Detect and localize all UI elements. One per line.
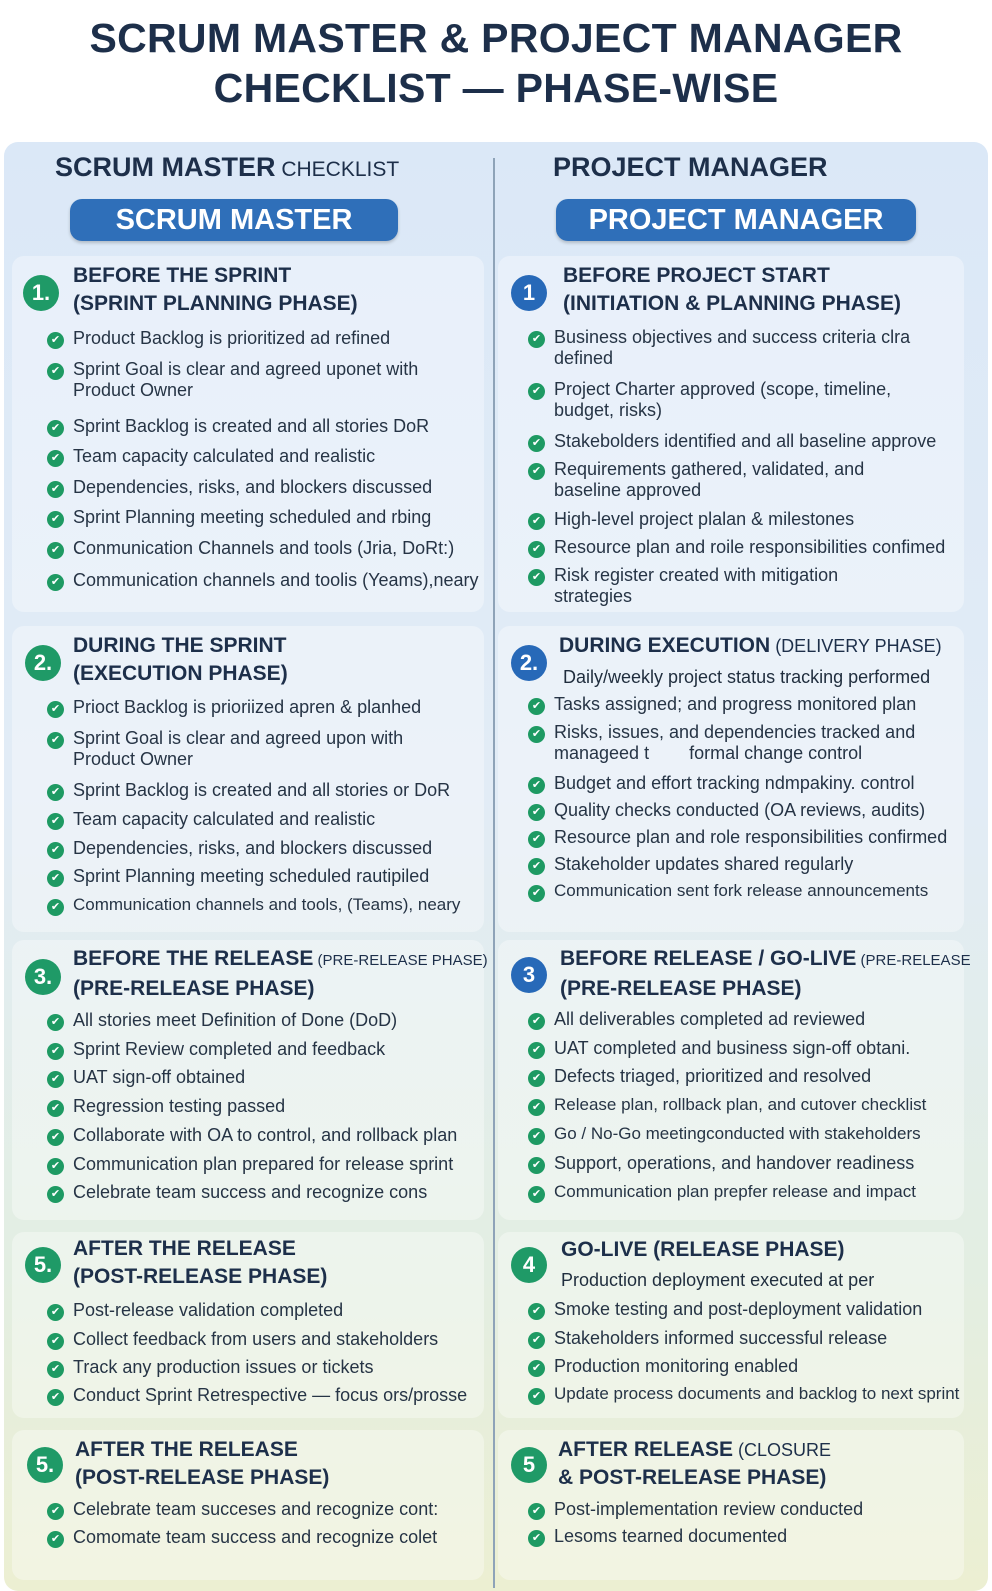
checklist-item-text: Team capacity calculated and realistic	[73, 809, 376, 829]
check-circle-icon	[47, 420, 64, 437]
phase-title-main: BEFORE THE RELEASE	[73, 947, 314, 970]
check-circle-icon	[528, 858, 545, 875]
phase-title: GO-LIVE (RELEASE PHASE)	[561, 1238, 845, 1261]
checklist-item	[47, 1357, 467, 1385]
checklist-item-text: Support, operations, and handover readiness	[554, 1153, 915, 1173]
checklist-item	[528, 1009, 926, 1038]
checklist-item-text: Track any production issues or tickets	[73, 1357, 374, 1377]
checklist	[47, 697, 460, 923]
check-circle-icon	[47, 542, 64, 559]
phase-number-badge: 5.	[25, 1247, 61, 1283]
checklist-item-text: Sprint Backlog is created and all stories or DoR	[73, 780, 451, 800]
checklist-item-text-continued: Product Owner	[73, 380, 194, 400]
checklist-item	[528, 1038, 926, 1066]
checklist	[47, 1010, 457, 1211]
checklist-item	[47, 1096, 457, 1125]
checklist-item	[47, 866, 460, 895]
title-line-2: CHECKLIST — PHASE-WISE	[213, 65, 779, 111]
phase-title-mid: (DELIVERY PHASE)	[770, 636, 942, 656]
checklist-item-text: Tasks assigned; and progress monitored plan	[554, 694, 917, 714]
check-circle-icon	[528, 1157, 545, 1174]
check-circle-icon	[528, 331, 545, 348]
checklist-item	[528, 1066, 926, 1095]
checklist	[528, 1499, 863, 1553]
check-circle-icon	[47, 1333, 64, 1350]
check-circle-icon	[47, 1129, 64, 1146]
check-circle-icon	[47, 784, 64, 801]
checklist-item-text: Conduct Sprint Retrespective — focus ors/prosse	[73, 1385, 468, 1405]
check-circle-icon	[47, 1158, 64, 1175]
checklist-item	[47, 1300, 467, 1329]
checklist-item	[47, 780, 460, 809]
checklist-item	[47, 1182, 457, 1211]
checklist-item	[528, 1384, 959, 1412]
scrum-master-heading	[55, 152, 399, 183]
phase-title	[558, 1436, 831, 1492]
check-circle-icon	[47, 732, 64, 749]
checklist-item-text-continued: baseline approved	[554, 480, 702, 500]
phase-title	[73, 1235, 327, 1291]
checklist-item	[528, 1153, 926, 1182]
check-circle-icon	[47, 1043, 64, 1060]
checklist-item-text: Product Backlog is prioritized ad refined	[73, 328, 391, 348]
check-circle-icon	[47, 1531, 64, 1548]
check-circle-icon	[528, 777, 545, 794]
checklist-item	[47, 538, 479, 570]
phase-title	[73, 945, 488, 1003]
check-circle-icon	[528, 1303, 545, 1320]
check-circle-icon	[528, 885, 545, 902]
check-circle-icon	[528, 1388, 545, 1405]
phase-number-badge: 5	[511, 1447, 547, 1483]
check-circle-icon	[47, 1361, 64, 1378]
checklist-item-text: Resource plan and roile responsibilities confimed	[554, 537, 946, 557]
checklist-item	[528, 537, 945, 565]
check-circle-icon	[528, 1128, 545, 1145]
scrum-master-heading-small: CHECKLIST	[275, 158, 400, 181]
checklist-item-text: Communication plan prepfer release and impact	[554, 1182, 916, 1201]
check-circle-icon	[528, 1360, 545, 1377]
checklist-item-text: Smoke testing and post-deployment validation	[554, 1299, 923, 1319]
checklist-item-text: Stakebolders identified and all baseline approve	[554, 431, 937, 451]
check-circle-icon	[47, 1071, 64, 1088]
checklist	[528, 1299, 959, 1412]
checklist	[47, 1499, 438, 1555]
phase-title-main: AFTER RELEASE	[558, 1438, 734, 1461]
check-circle-icon	[528, 804, 545, 821]
checklist-item	[528, 431, 945, 459]
check-circle-icon	[47, 511, 64, 528]
checklist-item	[528, 1526, 863, 1553]
checklist-item	[47, 1125, 457, 1154]
checklist-item	[47, 1010, 457, 1039]
check-circle-icon	[528, 726, 545, 743]
checklist-item-text: Communication sent fork release announcements	[554, 881, 929, 900]
checklist-item	[528, 881, 947, 908]
checklist-item-text: UAT completed and business sign-off obtani.	[554, 1038, 911, 1058]
checklist	[528, 327, 945, 615]
checklist-item	[528, 327, 945, 379]
checklist-item-text: Defects triaged, prioritized and resolved	[554, 1066, 872, 1086]
checklist-item-text: Celebrate team succeses and recognize cont:	[73, 1499, 439, 1519]
check-circle-icon	[47, 1014, 64, 1031]
checklist-item	[47, 1385, 467, 1413]
checklist-item-text-continued: manageed t formal change control	[554, 743, 863, 763]
phase-title-mid: (CLOSURE	[733, 1440, 832, 1460]
check-circle-icon	[528, 1042, 545, 1059]
checklist-item-text: Requirements gathered, validated, and	[554, 459, 865, 479]
checklist-item	[528, 722, 947, 773]
title-line-1: SCRUM MASTER & PROJECT MANAGER	[89, 15, 903, 61]
checklist-item-text: Dependencies, risks, and blockers discussed	[73, 477, 433, 497]
check-circle-icon	[47, 332, 64, 349]
phase-number-badge: 5.	[27, 1447, 63, 1483]
phase-title-line-1	[558, 1436, 831, 1464]
phase-title-line-1: AFTER THE RELEASE	[75, 1438, 298, 1461]
phase-number-badge: 1.	[23, 275, 59, 311]
phase-number-badge: 3	[511, 957, 547, 993]
scrum-master-pill: SCRUM MASTER	[70, 199, 398, 241]
checklist-item-text: Dependencies, risks, and blockers discussed	[73, 838, 433, 858]
checklist-item-text: Collect feedback from users and stakeholders	[73, 1329, 439, 1349]
check-circle-icon	[528, 1530, 545, 1547]
checklist-item-text: UAT sign-off obtained	[73, 1067, 246, 1087]
checklist-item-text: Celebrate team success and recognize cons	[73, 1182, 428, 1202]
checklist-item-text: Post-implementation review conducted	[554, 1499, 864, 1519]
checklist-item-text: Communication plan prepared for release sprint	[73, 1154, 454, 1174]
checklist-item-text: Risks, issues, and dependencies tracked and	[554, 722, 916, 742]
checklist-item-text: Sprint Goal is clear and agreed upon with	[73, 728, 404, 748]
checklist-item	[47, 477, 479, 507]
checklist-item	[528, 1328, 959, 1356]
checklist-item-text: Project Charter approved (scope, timeline,	[554, 379, 892, 399]
checklist-item-text: Sprint Planning meeting scheduled rautipiled	[73, 866, 430, 886]
phase-lead-text: Daily/weekly project status tracking performed	[563, 667, 931, 687]
checklist-item	[47, 359, 479, 416]
check-circle-icon	[528, 383, 545, 400]
check-circle-icon	[528, 513, 545, 530]
phase-title-line-2: (EXECUTION PHASE)	[73, 662, 288, 685]
phase-title	[73, 262, 358, 318]
checklist-item	[47, 1527, 438, 1555]
checklist	[47, 328, 479, 600]
phase-title-line-2: (POST-RELEASE PHASE)	[73, 1265, 328, 1288]
checklist-item	[47, 697, 460, 728]
checklist-item-text: All deliverables completed ad reviewed	[554, 1009, 866, 1029]
checklist-item-text: Prioct Backlog is prioriized apren & planhed	[73, 697, 422, 717]
phase-title-line-2: (POST-RELEASE PHASE)	[75, 1466, 330, 1489]
checklist-item	[528, 854, 947, 881]
checklist-item	[47, 416, 479, 446]
checklist-item-text: Update process documents and backlog to next sprint	[554, 1384, 960, 1403]
checklist-item-text: Communication channels and toolis (Yeams),neary	[73, 570, 479, 590]
checklist-item-text: Go / No-Go meetingconducted with stakeholders	[554, 1124, 921, 1143]
phase-title-line-1	[73, 945, 488, 975]
phase-lead-text: Production deployment executed at per	[561, 1270, 875, 1290]
phase-title-line-1: BEFORE THE SPRINT	[73, 264, 292, 287]
phase-title	[75, 1436, 329, 1492]
checklist-item-text: High-level project plalan & milestones	[554, 509, 855, 529]
check-circle-icon	[47, 1100, 64, 1117]
phase-title-line-1: AFTER THE RELEASE	[73, 1237, 296, 1260]
checklist-item	[528, 1095, 926, 1124]
checklist-item	[528, 1499, 863, 1526]
checklist-item-text: Sprint Goal is clear and agreed uponet with	[73, 359, 419, 379]
check-circle-icon	[528, 569, 545, 586]
check-circle-icon	[47, 574, 64, 591]
checklist-item	[528, 1299, 959, 1328]
phase-title	[559, 632, 942, 660]
check-circle-icon	[528, 1099, 545, 1116]
phase-title-line-1	[560, 945, 971, 975]
check-circle-icon	[47, 899, 64, 916]
scrum-master-heading-bold: SCRUM MASTER	[55, 152, 276, 182]
checklist-item-text: Release plan, rollback plan, and cutover checklist	[554, 1095, 927, 1114]
phase-title-sub: (PRE-RELEASE	[856, 952, 971, 969]
check-circle-icon	[528, 435, 545, 452]
checklist-item-text: Communication channels and tools, (Teams), neary	[73, 895, 461, 914]
checklist-item	[47, 1039, 457, 1067]
check-circle-icon	[528, 831, 545, 848]
checklist-item	[47, 1067, 457, 1096]
checklist-item	[528, 1356, 959, 1384]
check-circle-icon	[47, 870, 64, 887]
phase-title-main: DURING EXECUTION	[559, 634, 771, 657]
project-manager-pill: PROJECT MANAGER	[556, 199, 916, 241]
checklist-item	[47, 1499, 438, 1527]
checklist-item-text: Sprint Backlog is created and all stories DoR	[73, 416, 430, 436]
checklist-item	[528, 565, 945, 615]
checklist-item-text: Budget and effort tracking ndmpakiny. control	[554, 773, 915, 793]
checklist-item-text: Resource plan and role responsibilities confirmed	[554, 827, 948, 847]
phase-number-badge: 4	[511, 1247, 547, 1283]
check-circle-icon	[528, 1013, 545, 1030]
phase-number-badge: 2.	[25, 645, 61, 681]
check-circle-icon	[47, 1503, 64, 1520]
checklist-item	[47, 838, 460, 866]
phase-title-line-2: (INITIATION & PLANNING PHASE)	[563, 292, 901, 315]
checklist-item	[47, 895, 460, 923]
checklist-item-text: Post-release validation completed	[73, 1300, 344, 1320]
checklist-item	[528, 800, 947, 827]
column-divider	[493, 158, 495, 1588]
check-circle-icon	[47, 363, 64, 380]
checklist-item-text-continued: budget, risks)	[554, 400, 663, 420]
checklist-item-text: Conmunication Channels and tools (Jria, DoRt:)	[73, 538, 455, 558]
checklist-item-text-continued: Product Owner	[73, 749, 194, 769]
checklist-item-text-continued: defined	[554, 348, 614, 368]
checklist-item-text: Comomate team success and recognize colet	[73, 1527, 438, 1547]
checklist-item-text: All stories meet Definition of Done (DoD)	[73, 1010, 398, 1030]
checklist-item-text-continued: strategies	[554, 586, 633, 606]
checklist-item-text: Stakeholders informed successful release	[554, 1328, 888, 1348]
checklist-item	[47, 507, 479, 538]
checklist-item-text: Risk register created with mitigation	[554, 565, 839, 585]
phase-number-badge: 2.	[511, 645, 547, 681]
phase-title-sub: (PRE-RELEASE PHASE)	[313, 952, 488, 969]
phase-title-line-2: (SPRINT PLANNING PHASE)	[73, 292, 358, 315]
phase-title	[73, 632, 288, 688]
check-circle-icon	[528, 1070, 545, 1087]
phase-title-main: BEFORE RELEASE / GO-LIVE	[560, 947, 857, 970]
checklist-item	[528, 379, 945, 431]
checklist-item	[528, 773, 947, 800]
checklist-item	[528, 459, 945, 509]
checklist-item	[528, 827, 947, 854]
check-circle-icon	[47, 1304, 64, 1321]
check-circle-icon	[47, 842, 64, 859]
checklist-item-text: Sprint Planning meeting scheduled and rbing	[73, 507, 432, 527]
checklist	[528, 1009, 926, 1210]
checklist-item-text: Production monitoring enabled	[554, 1356, 799, 1376]
checklist-item-text: Sprint Review completed and feedback	[73, 1039, 386, 1059]
phase-number-badge: 3.	[25, 959, 61, 995]
check-circle-icon	[47, 813, 64, 830]
checklist-item-text: Quality checks conducted (OA reviews, audits)	[554, 800, 926, 820]
checklist-item	[47, 728, 460, 780]
phase-title-line-2: (PRE-RELEASE PHASE)	[73, 977, 315, 1000]
check-circle-icon	[47, 450, 64, 467]
checklist-item	[47, 446, 479, 477]
phase-title-line-1: BEFORE PROJECT START	[563, 264, 830, 287]
check-circle-icon	[47, 701, 64, 718]
checklist-item	[528, 1182, 926, 1210]
checklist-item-text: Collaborate with OA to control, and rollback plan	[73, 1125, 458, 1145]
phase-title	[560, 945, 971, 1003]
checklist-item-text: Team capacity calculated and realistic	[73, 446, 376, 466]
checklist-item	[47, 1329, 467, 1357]
phase-title-line-1: DURING THE SPRINT	[73, 634, 287, 657]
phase-title-line-2: (PRE-RELEASE PHASE)	[560, 977, 802, 1000]
checklist	[47, 1300, 467, 1413]
checklist-item	[528, 1124, 926, 1153]
phase-title-line-2: & POST-RELEASE PHASE)	[558, 1466, 827, 1489]
check-circle-icon	[528, 698, 545, 715]
checklist-item	[47, 570, 479, 600]
checklist-item	[47, 809, 460, 838]
check-circle-icon	[528, 1332, 545, 1349]
project-manager-heading: PROJECT MANAGER	[553, 152, 828, 182]
check-circle-icon	[47, 481, 64, 498]
check-circle-icon	[528, 1503, 545, 1520]
phase-number-badge: 1	[511, 275, 547, 311]
checklist-item-text: Business objectives and success criteria clra	[554, 327, 911, 347]
check-circle-icon	[47, 1389, 64, 1406]
check-circle-icon	[528, 541, 545, 558]
checklist-item	[47, 1154, 457, 1182]
checklist-item-text: Lesoms tearned documented	[554, 1526, 788, 1546]
check-circle-icon	[528, 1186, 545, 1203]
checklist-item-text: Regression testing passed	[73, 1096, 286, 1116]
checklist-item	[528, 509, 945, 537]
check-circle-icon	[528, 463, 545, 480]
phase-title	[563, 262, 901, 318]
checklist	[528, 694, 947, 908]
checklist-item	[47, 328, 479, 359]
checklist-item	[528, 694, 947, 722]
checklist-item-text: Stakeholder updates shared regularly	[554, 854, 854, 874]
check-circle-icon	[47, 1186, 64, 1203]
